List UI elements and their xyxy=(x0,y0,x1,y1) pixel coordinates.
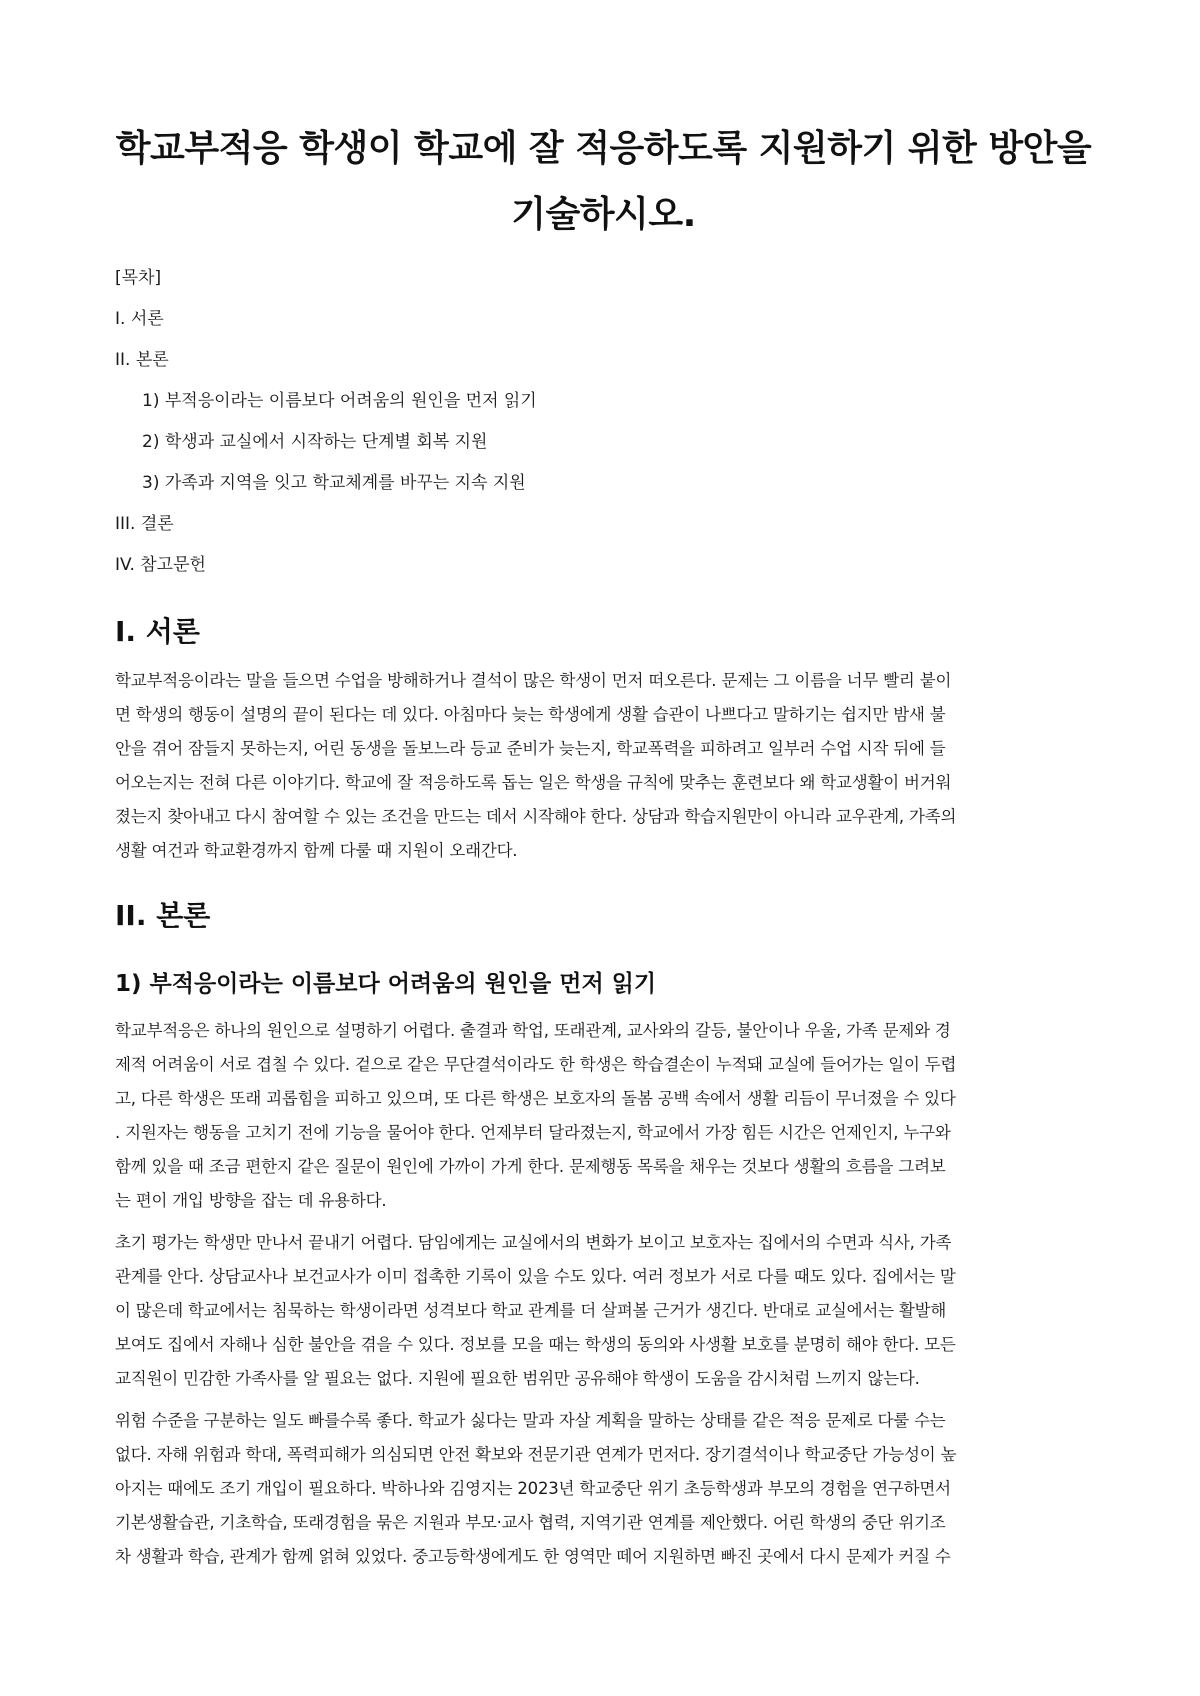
text-line: 안을 겪어 잠들지 못하는지, 어린 동생을 돌보느라 등교 준비가 늦는지, 학교폭력을 피하려고 일부러 수업 시작 뒤에 들 xyxy=(115,739,946,758)
text-line: 교직원이 민감한 가족사를 알 필요는 없다. 지원에 필요한 범위만 공유해야 학생이 도움을 감시처럼 느끼지 않는다. xyxy=(115,1369,920,1388)
text-line: 학교부적응이라는 말을 들으면 수업을 방해하거나 결석이 많은 학생이 먼저 떠오른다. 문제는 그 이름을 너무 빨리 붙이 xyxy=(115,671,952,690)
toc-item: III. 결론 xyxy=(115,514,174,534)
toc-item: II. 본론 xyxy=(115,350,169,370)
subsection-heading-1: 1) 부적응이라는 이름보다 어려움의 원인을 먼저 읽기 xyxy=(115,971,657,997)
text-line: 초기 평가는 학생만 만나서 끝내기 어렵다. 담임에게는 교실에서의 변화가 보이고 보호자는 집에서의 수면과 식사, 가족 xyxy=(115,1233,952,1252)
text-line: 관계를 안다. 상담교사나 보건교사가 이미 접촉한 기록이 있을 수도 있다. 여러 정보가 서로 다를 때도 있다. 집에서는 말 xyxy=(115,1267,956,1286)
text-line: 고, 다른 학생은 또래 괴롭힘을 피하고 있으며, 또 다른 학생은 보호자의 돌봄 공백 속에서 생활 리듬이 무너졌을 수 있다 xyxy=(115,1089,956,1108)
table-of-contents xyxy=(115,258,1092,586)
body-paragraph-1 xyxy=(115,1014,1092,1218)
toc-item: IV. 참고문헌 xyxy=(115,555,206,575)
text-line: 함께 있을 때 조금 편한지 같은 질문이 원인에 가까이 가게 한다. 문제행동 목록을 채우는 것보다 생활의 흐름을 그려보 xyxy=(115,1157,946,1176)
toc-subitem: 2) 학생과 교실에서 시작하는 단계별 회복 지원 xyxy=(142,432,488,452)
title-line: 기술하시오. xyxy=(511,194,696,235)
intro-paragraph xyxy=(115,664,1092,868)
text-line: 면 학생의 행동이 설명의 끝이 된다는 데 있다. 아침마다 늦는 학생에게 생활 습관이 나쁘다고 말하기는 쉽지만 밤새 불 xyxy=(115,705,946,724)
text-line: 졌는지 찾아내고 다시 참여할 수 있는 조건을 만드는 데서 시작해야 한다. 상담과 학습지원만이 아니라 교우관계, 가족의 xyxy=(115,807,957,826)
text-line: 학교부적응은 하나의 원인으로 설명하기 어렵다. 출결과 학업, 또래관계, 교사와의 갈등, 불안이나 우울, 가족 문제와 경 xyxy=(115,1021,951,1040)
toc-subitem: 3) 가족과 지역을 잇고 학교체계를 바꾸는 지속 지원 xyxy=(142,473,526,493)
text-line: 차 생활과 학습, 관계가 함께 얽혀 있었다. 중고등학생에게도 한 영역만 떼어 지원하면 빠진 곳에서 다시 문제가 커질 수 xyxy=(115,1547,951,1566)
text-line: 기본생활습관, 기초학습, 또래경험을 묶은 지원과 부모·교사 협력, 지역기관 연계를 제안했다. 어린 학생의 중단 위기조 xyxy=(115,1513,946,1532)
document-title xyxy=(115,116,1092,248)
toc-subitem: 1) 부적응이라는 이름보다 어려움의 원인을 먼저 읽기 xyxy=(142,391,537,411)
toc-heading: [목차] xyxy=(115,268,162,288)
title-line: 학교부적응 학생이 학교에 잘 적응하도록 지원하기 위한 방안을 xyxy=(115,128,1092,169)
text-line: . 지원자는 행동을 고치기 전에 기능을 물어야 한다. 언제부터 달라졌는지, 학교에서 가장 힘든 시간은 언제인지, 누구와 xyxy=(115,1123,951,1142)
text-line: 생활 여건과 학교환경까지 함께 다룰 때 지원이 오래간다. xyxy=(115,841,518,860)
text-line: 위험 수준을 구분하는 일도 빠를수록 좋다. 학교가 싫다는 말과 자살 계획을 말하는 상태를 같은 적응 문제로 다룰 수는 xyxy=(115,1411,946,1430)
text-line: 어오는지는 전혀 다른 이야기다. 학교에 잘 적응하도록 돕는 일은 학생을 규칙에 맞추는 훈련보다 왜 학교생활이 버거워 xyxy=(115,773,952,792)
text-line: 제적 어려움이 서로 겹칠 수 있다. 겉으로 같은 무단결석이라도 한 학생은 학습결손이 누적돼 교실에 들어가는 일이 두렵 xyxy=(115,1055,957,1074)
body-paragraph-3 xyxy=(115,1404,1092,1574)
text-line: 보여도 집에서 자해나 심한 불안을 겪을 수 있다. 정보를 모을 때는 학생의 동의와 사생활 보호를 분명히 해야 한다. 모든 xyxy=(115,1335,956,1354)
body-paragraph-2 xyxy=(115,1226,1092,1396)
section-heading-body: II. 본론 xyxy=(115,899,211,932)
text-line: 아지는 때에도 조기 개입이 필요하다. 박하나와 김영지는 2023년 학교중단 위기 초등학생과 부모의 경험을 연구하면서 xyxy=(115,1479,951,1498)
toc-item: I. 서론 xyxy=(115,309,164,329)
text-line: 는 편이 개입 방향을 잡는 데 유용하다. xyxy=(115,1191,387,1210)
text-line: 없다. 자해 위험과 학대, 폭력피해가 의심되면 안전 확보와 전문기관 연계가 먼저다. 장기결석이나 학교중단 가능성이 높 xyxy=(115,1445,957,1464)
text-line: 이 많은데 학교에서는 침묵하는 학생이라면 성격보다 학교 관계를 더 살펴볼 근거가 생긴다. 반대로 교실에서는 활발해 xyxy=(115,1301,947,1320)
section-heading-intro: I. 서론 xyxy=(115,615,200,648)
